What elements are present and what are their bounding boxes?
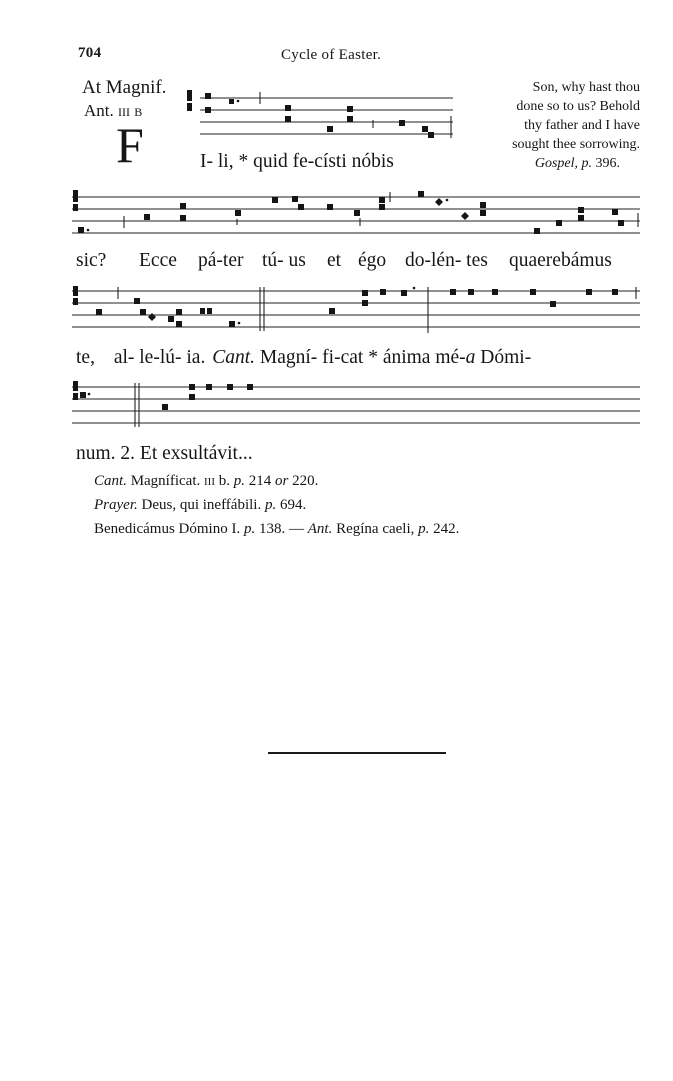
benedicamus-reference: Benedicámus Dómino I. p. 138. — Ant. Regína caeli, p. 242.: [94, 521, 460, 537]
lyric-word: sic?: [76, 250, 107, 271]
lyric-word: quaerebámus: [509, 250, 612, 271]
lyric-line-1: I- li, * quid fe-císti nóbis: [200, 151, 394, 172]
lyric-word: et: [327, 250, 342, 271]
lyric-word: égo: [358, 250, 387, 271]
staff-2: [72, 188, 642, 243]
staff-3: [72, 285, 642, 340]
rubric-ant-label: Ant.: [84, 101, 114, 120]
staff-4: [72, 380, 642, 435]
prayer-reference: Prayer. Deus, qui ineffábili. p. 694.: [94, 497, 307, 513]
cant-label: Cant.: [212, 347, 256, 368]
cant-reference: Cant. Magníficat. iii b. p. 214 or 220.: [94, 473, 319, 489]
lyric-word: pá-ter: [198, 250, 244, 271]
translation-line: done so to us? Behold: [516, 99, 640, 114]
lyric-word: Ecce: [139, 250, 177, 271]
section-divider: [268, 752, 446, 754]
lyric-word: do-lén- tes: [405, 250, 488, 271]
translation-note: [462, 78, 640, 173]
translation-line: Son, why hast thou: [532, 80, 640, 95]
translation-line: thy father and I have: [524, 118, 640, 133]
lyric-word: tú- us: [262, 250, 306, 271]
staff-1: [185, 88, 460, 138]
page-number: 704: [78, 45, 102, 61]
lyric-line-4: num. 2. Et exsultávit...: [76, 443, 253, 464]
lyric-line-3: te, al- le-lú- ia. Cant. Magní- fi-cat * ánima mé-a Dómi-: [76, 347, 532, 368]
initial-letter: F: [116, 117, 144, 173]
rubric-mode: iii b: [118, 101, 143, 120]
gospel-reference: Gospel, p. 396.: [534, 156, 620, 171]
running-title: Cycle of Easter.: [281, 47, 382, 63]
rubric-at-magnif: At Magnif.: [82, 77, 167, 98]
translation-line: sought thee sorrowing.: [512, 137, 640, 152]
